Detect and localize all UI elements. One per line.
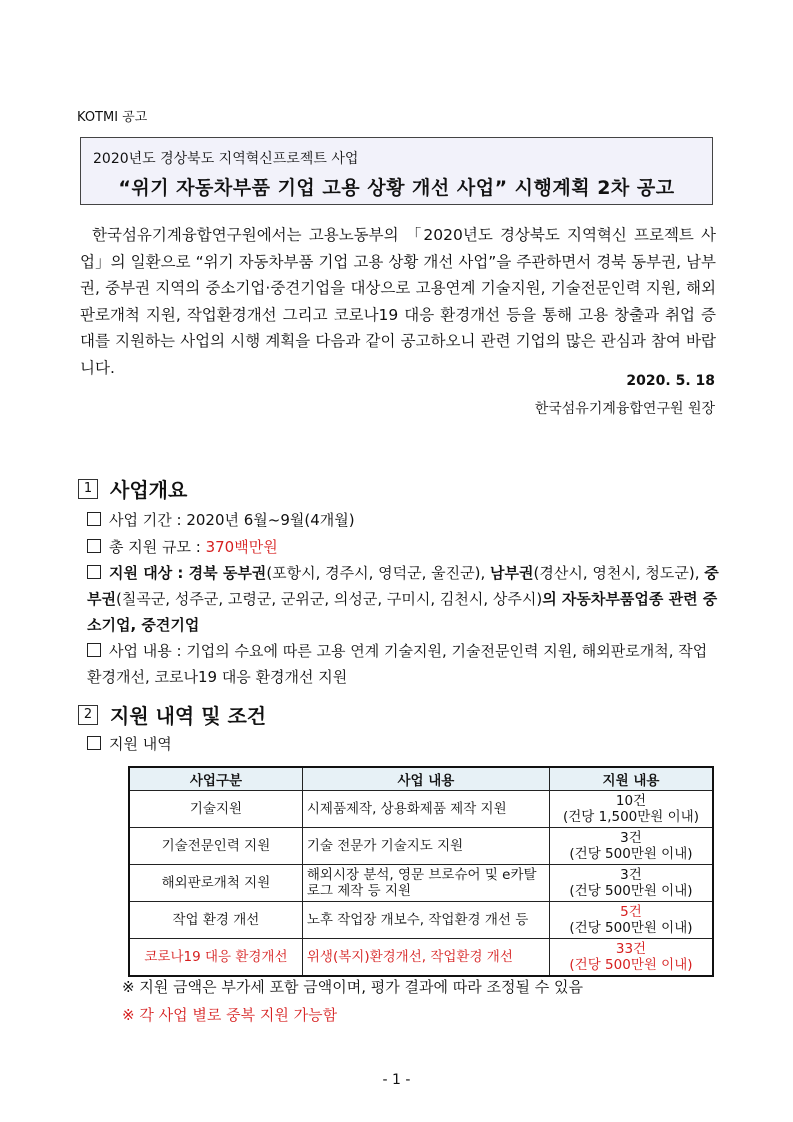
target-south-label: 남부권 xyxy=(490,564,534,582)
target-south: (경산시, 영천시, 청도군), xyxy=(533,564,705,582)
row-count: 5건 xyxy=(620,904,642,920)
checkbox-square-icon xyxy=(87,565,101,579)
page-number: - 1 - xyxy=(382,1072,411,1088)
document-tag: KOTMI 공고 xyxy=(77,110,148,125)
item-content xyxy=(87,638,719,690)
row-content: 기술 전문가 기술지도 지원 xyxy=(302,828,549,865)
checkbox-square-icon xyxy=(87,736,101,750)
row-detail: (건당 500만원 이내) xyxy=(569,883,693,899)
item-target xyxy=(87,560,719,638)
note-vat: ※ 지원 금액은 부가세 포함 금액이며, 평가 결과에 따라 조정될 수 있음 xyxy=(122,978,584,996)
row-count: 3건 xyxy=(620,867,642,883)
budget-label: 총 지원 규모 : xyxy=(109,538,206,556)
row-category: 기술지원 xyxy=(129,791,302,828)
item-period xyxy=(87,507,719,533)
section2-title: 지원 내역 및 조건 xyxy=(110,704,267,728)
budget-value: 370백만원 xyxy=(205,538,278,556)
item-budget xyxy=(87,534,719,560)
section1-heading xyxy=(78,474,187,503)
section1-number: 1 xyxy=(78,479,98,499)
section2-number: 2 xyxy=(78,705,98,725)
checkbox-square-icon xyxy=(87,512,101,526)
row-count: 33건 xyxy=(615,941,647,957)
row-support xyxy=(549,939,713,977)
table-row xyxy=(129,828,713,865)
header-category: 사업구분 xyxy=(129,767,302,791)
target-label: 지원 대상 : 경북 동부권 xyxy=(109,564,267,582)
row-detail: (건당 500만원 이내) xyxy=(569,920,693,936)
row-category: 해외판로개척 지원 xyxy=(129,865,302,902)
title-subtitle: 2020년도 경상북도 지역혁신프로젝트 사업 xyxy=(93,151,359,167)
signer: 한국섬유기계융합연구원 원장 xyxy=(534,401,715,417)
row-category: 코로나19 대응 환경개선 xyxy=(129,939,302,977)
support-list-label: 지원 내역 xyxy=(109,735,172,753)
row-content: 시제품제작, 상용화제품 제작 지원 xyxy=(302,791,549,828)
row-support xyxy=(549,902,713,939)
note-duplicate: ※ 각 사업 별로 중복 지원 가능함 xyxy=(122,1006,338,1024)
title-box xyxy=(80,137,713,205)
announcement-date: 2020. 5. 18 xyxy=(626,373,715,389)
section1-title: 사업개요 xyxy=(110,478,188,502)
row-category: 기술전문인력 지원 xyxy=(129,828,302,865)
row-count: 3건 xyxy=(620,830,642,846)
support-table xyxy=(128,766,714,977)
content-text: 사업 내용 : 기업의 수요에 따른 고용 연계 기술지원, 기술전문인력 지원, 해외판로개척, 작업환경개선, 코로나19 대응 환경개선 지원 xyxy=(87,642,708,686)
table-row xyxy=(129,902,713,939)
target-central-label: 중부권 xyxy=(87,564,719,608)
row-content: 위생(복지)환경개선, 작업환경 개선 xyxy=(302,939,549,977)
table-row xyxy=(129,939,713,977)
row-support xyxy=(549,828,713,865)
row-detail: (건당 500만원 이내) xyxy=(569,957,693,973)
target-central: (칠곡군, 성주군, 고령군, 군위군, 의성군, 구미시, 김천시, 상주시) xyxy=(115,590,543,608)
period-text: 사업 기간 : 2020년 6월~9월(4개월) xyxy=(109,511,355,529)
target-tail: 의 자동차부품업종 관련 중소기업, 중견기업 xyxy=(87,590,718,634)
section2-heading xyxy=(78,700,266,729)
target-east: (포항시, 경주시, 영덕군, 울진군), xyxy=(266,564,491,582)
row-category: 작업 환경 개선 xyxy=(129,902,302,939)
row-content: 노후 작업장 개보수, 작업환경 개선 등 xyxy=(302,902,549,939)
table-header-row xyxy=(129,767,713,791)
table-row xyxy=(129,865,713,902)
checkbox-square-icon xyxy=(87,539,101,553)
title-main: “위기 자동차부품 기업 고용 상황 개선 사업” 시행계획 2차 공고 xyxy=(118,177,675,199)
row-detail: (건당 500만원 이내) xyxy=(569,846,693,862)
row-count: 10건 xyxy=(615,793,647,809)
row-detail: (건당 1,500만원 이내) xyxy=(562,809,699,825)
row-support xyxy=(549,865,713,902)
header-content: 사업 내용 xyxy=(302,767,549,791)
table-row xyxy=(129,791,713,828)
row-content: 해외시장 분석, 영문 브로슈어 및 e카탈로그 제작 등 지원 xyxy=(302,865,549,902)
intro-paragraph: 한국섬유기계융합연구원에서는 고용노동부의 「2020년도 경상북도 지역혁신 프로젝트 사업」의 일환으로 “위기 자동차부품 기업 고용 상황 개선 사업”을 주관하면서 경북 동부권, 남부권, 중부권 지역의 중소기업·중견기업을 대상으로 고용연계 기술지원, 기술전문인력 지원, 해외판로개척 지원, 작업환경개선 그리고 코로나19 대응 환경개선 등을 통해 고용 창출과 취업 증대를 지원하는 사업의 시행 계획을 다음과 같이 공고하오니 관련 기업의 많은 관심과 참여 바랍니다. xyxy=(80,226,716,377)
checkbox-square-icon xyxy=(87,643,101,657)
header-support: 지원 내용 xyxy=(549,767,713,791)
row-support xyxy=(549,791,713,828)
item-support-list xyxy=(87,731,719,757)
